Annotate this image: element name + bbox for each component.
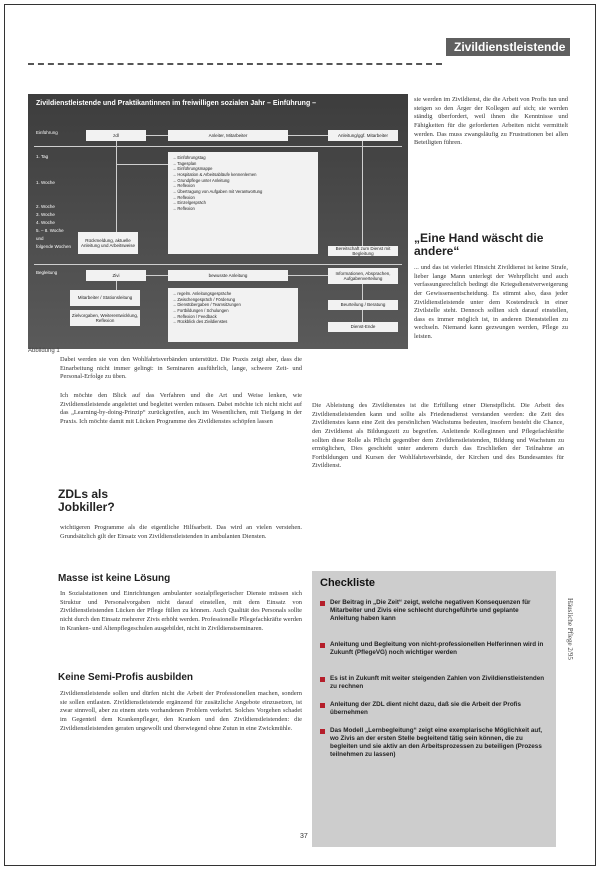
figure-caption: Abbildung 1 [28, 348, 60, 354]
paragraph-semi-profis: Zivildienstleistende sollen und dürfen nicht die Arbeit der Professionellen machen, sondern sie sollen entlasten. Zivildienstleistende ergänzend für zusätzliche Angebote einzusetzen, ist zwar sinnvoll, aber zu einem stets vorhandenen Problem verkehrt. Solches Vorgehen schadet im Gegenteil dem Krankenpfleger, den Kranken und den Zivildienstleistenden: die Zivildienstleistenden geraten ungewollt und überwiegend ohne Zutun in eine Zwickmühle. [60, 690, 302, 732]
box-informationen: Informationen, Absprachen, Aufgabenverteilung [328, 268, 398, 284]
paragraph-left-top: Dabei werden sie von den Wohlfahrtsverbänden unterstützt. Die Praxis zeigt aber, dass die Einarbeitung nicht immer gelingt: in Seminaren ausführlich, lange, schwere Zeit- und Personal-Erfolge zu üben. [60, 356, 302, 381]
checklist-item: Anleitung und Begleitung von nicht-professionellen Helferinnen wird in Zukunft (PflegeVG) noch wichtiger werden [320, 641, 548, 657]
row-label-woche5-8: 5. – 8. Woche [36, 228, 64, 233]
paragraph-right-2: ... und das ist vielerlei Hinsicht Zivildienst ist keine Strafe, lieber lange Mann unterlegt der Wehrpflicht und auch verfassungsrechtlich bedingt die Kriegsdienstverweigerung der Gewissensentscheidung. Es stimmt also, dass jeder Zivildienstleistende unter dem Kostendruck in einer Zivilstelle steht. Dennoch sollten sich darauf einstellen, dass es immer möglich ist, in anderen Dienststellen zu wechseln. Niemand kann gezwungen werden, Pflege zu leisten. [414, 264, 568, 341]
row-label-einfuehrung: Einführung [36, 130, 58, 135]
connector [362, 141, 363, 246]
connector [116, 281, 117, 290]
list-entry: → Reflexion [172, 206, 195, 212]
heading-jobkiller: ZDLs als Jobkiller? [58, 487, 115, 515]
checklist-item: Anleitung der ZDL dient nicht dazu, daß sie die Arbeit der Profis übernehmen [320, 701, 548, 717]
checklist-box [312, 571, 556, 847]
box-mitarbeiter: Mitarbeiter / Stationsleitung [70, 290, 140, 306]
connector [288, 135, 328, 136]
header-dashed-rule [28, 63, 442, 65]
checklist-title: Checkliste [320, 577, 376, 589]
list-entry: → Einführungsmappe [172, 166, 213, 172]
row-label-und: und [36, 236, 44, 241]
row-label-woche4: 4. Woche [36, 220, 55, 225]
list-entry: → Hospitation & Arbeitsabläufe kennenlernen [172, 172, 257, 178]
box-dienst-ende: Dienst-Ende [328, 322, 398, 332]
list-entry: → Rückblick des Zivildienstes [172, 319, 228, 325]
paragraph-jobkiller: wichtigeren Programme als die eigentliche Hilfsarbeit. Das wird an vielen verstehen. Grundsätzlich gilt der Einsatz von Zivildienstleistenden in ambulanten Diensten. [60, 524, 302, 540]
list-entry: → Einführungstag [172, 155, 206, 160]
bullet-square-icon [320, 729, 325, 734]
list-begleitung [168, 288, 298, 342]
connector [146, 135, 168, 136]
list-entry: → Reflexion / Feedback [172, 313, 217, 319]
box-zivi: Zivi [86, 270, 146, 281]
connector [146, 275, 168, 276]
divider-line [34, 264, 402, 265]
list-entry: → Zwischengespräch / Förderung [172, 296, 236, 302]
divider-line [34, 146, 402, 147]
list-entry: → Fortbildungen / Schulungen [172, 308, 229, 314]
list-entry: → Reflexion [172, 194, 195, 200]
box-rueckmeldung: Rückmeldung, aktuelle Anleitung und Arbeitsweise [78, 232, 138, 254]
heading-semi-profis: Keine Semi-Profis ausbilden [58, 672, 194, 683]
flow-diagram [28, 94, 408, 349]
section-rubric: Zivildienstleistende [446, 38, 570, 56]
list-entry: → Einzelgespräch [172, 200, 206, 206]
row-label-woche3: 3. Woche [36, 212, 55, 217]
paragraph-intro: Ich möchte den Blick auf das Verfahren und die Art und Weise lenken, wie Zivildienstleistende angeleitet und begleitet werden müssen. Dabei möchte ich nicht nicht auf das „Learning-by-doing-Prinzip“ zurückgreifen, auch im Wesentlichen, mit Tiefgang in der Praxis. Ich möchte damit mit Lücken Programme des Zivildienstes schöpfen lassen [60, 392, 302, 425]
page-number: 37 [300, 833, 308, 840]
bullet-square-icon [320, 601, 325, 606]
paragraph-masse: In Sozialstationen und Einrichtungen ambulanter sozialpflegerischer Dienste müssen sich Struktur und Personalvorgaben nicht darauf einstellen, mit dem Einsatz von Zivildienstleistenden Lücken der Pflege füllen zu können. Auch Qualität des Personals sollte nicht durch den Einsatz mehrerer Zivis erhöht werden. Professionelle Pflegefachkräfte werden in Kranken- und Altenpflegeschulen ausgebildet, nicht in Zivildienstseminaren. [60, 590, 302, 632]
row-label-folgende: folgende Wochen [36, 244, 71, 249]
row-label-tag1: 1. Tag [36, 154, 49, 159]
checklist-item: Es ist in Zukunft mit weiter steigenden Zahlen von Zivildienstleistenden zu rechnen [320, 675, 548, 691]
checklist-item: Der Beitrag in „Die Zeit“ zeigt, welche negativen Konsequenzen für Mitarbeiter und Zivis eine schlecht durchgeführte und geplante Anleitung haben kann [320, 599, 548, 623]
box-bereitschaft: Bereitschaft zum Dienst mit Begleitung [328, 246, 398, 256]
bullet-square-icon [320, 677, 325, 682]
row-label-woche1: 1. Woche [36, 180, 55, 185]
box-anleitung-mitarbeiter: Anleitung/ggf. Mitarbeiter [328, 130, 398, 141]
row-label-woche2: 2. Woche [36, 204, 55, 209]
journal-sidebar-label: Häusliche Pflege 2/95 [566, 598, 574, 660]
box-anleiter: Anleiter, Mitarbeiter [168, 130, 288, 141]
list-entry: → Grundpflege unter Anleitung [172, 177, 230, 183]
box-beurteilung: Beurteilung / Beratung [328, 300, 398, 310]
connector [116, 164, 168, 165]
box-zdl: zdl [86, 130, 146, 141]
paragraph-right-1: sie werden im Zivildienst, die die Arbeit von Profis tun und steigen so den Ärger der Kollegen auf sich; sie werden ständig überfordert, weil ihnen die Kenntnisse und Fähigkeiten für die geforderten Arbeiten nicht vermittelt werden. Das muss zwangsläufig zu Frustrationen bei allen Beteiligten führen. [414, 96, 568, 147]
bullet-square-icon [320, 703, 325, 708]
diagram-title: Zivildienstleistende und Praktikantinnen im freiwilligen sozialen Jahr – Einführung – [36, 100, 317, 107]
heading-masse: Masse ist keine Lösung [58, 573, 171, 584]
box-weitere: Zielvorgaben, Weiterentwicklung, Reflexion [70, 310, 140, 326]
list-einarbeitung [168, 152, 318, 254]
checklist-item: Das Modell „Lernbegleitung“ zeigt eine exemplarische Möglichkeit auf, wo Zivis an der ersten Stelle begleitend tätig sein können, die zu begleiten und sie aktiv an den Arbeitsprozessen zu beteiligen (Prozess teilnehmen zu lassen) [320, 727, 548, 758]
list-entry: → Übertragung von Aufgaben mit Verantwortung [172, 189, 263, 195]
heading-hand: „Eine Hand wäscht die andere“ [414, 231, 544, 259]
list-entry: → Tagesplan [172, 160, 197, 166]
row-label-begleitung: Begleitung [36, 270, 58, 275]
list-entry: → Reflexion [172, 183, 195, 189]
list-entry: → regelm. Anleitungsgespräche [172, 291, 232, 296]
connector [362, 310, 363, 322]
paragraph-right-3: Die Ableistung des Zivildienstes ist die Erfüllung einer Dienstpflicht. Die Arbeit des Zivildienstleistenden kann und sollte als Friedensdienst verstanden werden: die Zeit des Zivildienstes kann eine Zeit des persönlichen Wachstums bedeuten, insofern besteht die Chance, den Zivildienst als Bildungszeit zu begreifen. Anleitende Kolleginnen und Pflegefachkräfte sollten diese Rolle als Pflicht gegenüber dem Zivildienstleistenden, Bildung und Wachstum zu ermöglichen, Dies geschieht unter anderem durch das Erschließen der Teilnahme an Fortbildungen und Kursen der Wohlfahrtsverbände, der Kirchen und des Bundesamtes für Zivildienst. [312, 402, 564, 470]
list-entry: → Dienstübergaben / Teamsitzungen [172, 302, 241, 308]
box-bewusste-anleitung: bewusste Anleitung [168, 270, 288, 281]
connector [288, 275, 328, 276]
connector [362, 284, 363, 300]
bullet-square-icon [320, 643, 325, 648]
